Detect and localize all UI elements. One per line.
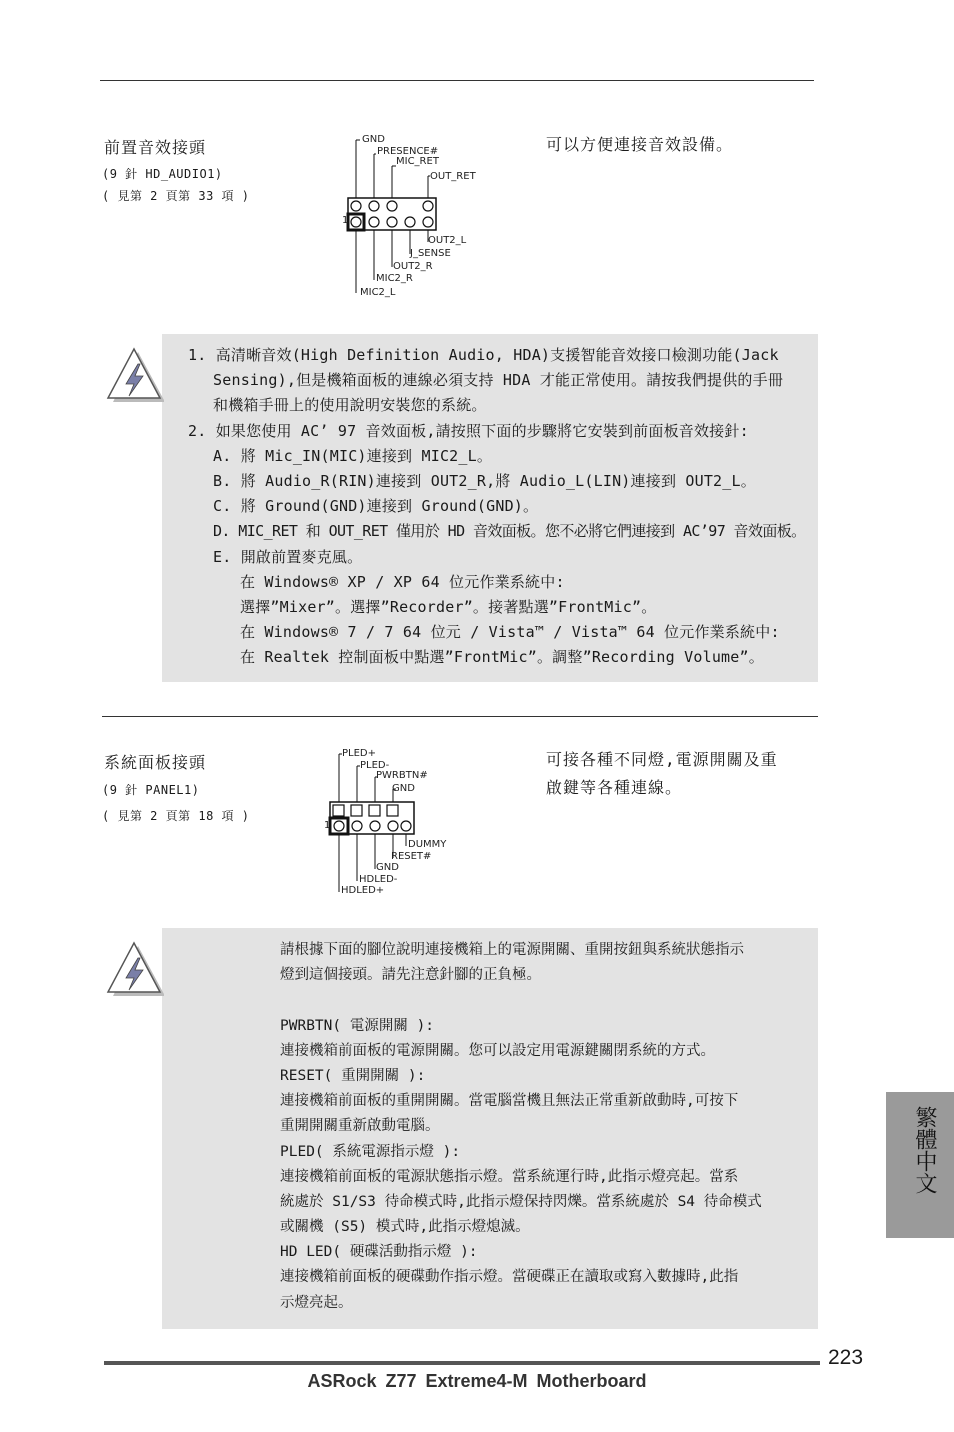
note1-line: 1. 高清晰音效(High Definition Audio, HDA)支援智能音效接口檢測功能(Jack	[188, 346, 779, 364]
label-hdled-plus: HDLED+	[341, 885, 385, 896]
note1-line: Sensing),但是機箱面板的連線必須支持 HDA 才能正常使用。請按我們提供的手冊	[213, 371, 784, 390]
pled-text: 或關機 (S5) 模式時,此指示燈熄滅。	[280, 1219, 530, 1236]
section1-pins: (9 針 HD_AUDIO1)	[102, 167, 223, 181]
label-dummy: DUMMY	[408, 839, 447, 850]
label-hdled-minus: HDLED-	[359, 874, 398, 885]
section2-notes	[280, 938, 762, 1316]
label-j-sense: J_SENSE	[410, 248, 451, 259]
label-mic2-l: MIC2_L	[360, 287, 396, 298]
hdled-heading: HD LED( 硬碟活動指示燈 ):	[280, 1244, 478, 1261]
note2-step-b: B. 將 Audio_R(RIN)連接到 OUT2_R,將 Audio_L(LIN)連接到 OUT2_L。	[213, 471, 756, 490]
label-gnd: GND	[362, 134, 385, 145]
section1-notes	[188, 343, 806, 670]
hdled-text: 連接機箱前面板的硬碟動作指示燈。當硬碟正在讀取或寫入數據時,此指	[280, 1269, 739, 1286]
label-mic-ret: MIC_RET	[396, 156, 439, 167]
section2-title: 系統面板接頭	[104, 753, 207, 772]
note2-line: 2. 如果您使用 AC’ 97 音效面板,請按照下面的步驟將它安裝到前面板音效接針:	[188, 421, 749, 440]
pled-text: 連接機箱前面板的電源狀態指示燈。當系統運行時,此指示燈亮起。當系	[280, 1168, 739, 1185]
note2-xp-steps: 選擇”Mixer”。選擇”Recorder”。接著點選”FrontMic”。	[240, 597, 657, 616]
label-pled-plus: PLED+	[342, 748, 376, 759]
pled-text: 統處於 S1/S3 待命模式時,此指示燈保持閃爍。當系統處於 S4 待命模式	[280, 1193, 762, 1210]
section1-description: 可以方便連接音效設備。	[546, 135, 734, 154]
language-side-tab-label: 繁體中文	[912, 1106, 937, 1194]
label-reset: RESET#	[391, 851, 432, 862]
note2-win7-heading: 在 Windows® 7 / 7 64 位元 / Vista™ / Vista™ 64 位元作業系統中:	[240, 623, 780, 642]
system-panel-header-diagram	[318, 746, 478, 902]
note1-line: 和機箱手冊上的使用說明安裝您的系統。	[213, 396, 487, 415]
note2-step-e: E. 開啟前置麥克風。	[213, 547, 363, 566]
note2-step-d: D. MIC_RET 和 OUT_RET 僅用於 HD 音效面板。您不必將它們連接到 AC’97 音效面板。	[213, 522, 806, 541]
note2-xp-heading: 在 Windows® XP / XP 64 位元作業系統中:	[240, 572, 565, 591]
section2-pins: (9 針 PANEL1)	[102, 783, 200, 797]
section1-ref: ( 見第 2 頁第 33 項 )	[102, 189, 250, 203]
language-side-tab	[886, 1092, 954, 1238]
label-presence: PRESENCE#	[377, 146, 439, 157]
panel-note-line: 燈到這個接頭。請先注意針腳的正負極。	[280, 967, 541, 984]
warning-icon	[104, 940, 164, 1002]
reset-text: 連接機箱前面板的重開開關。當電腦當機且無法正常重新啟動時,可按下	[280, 1093, 739, 1110]
panel-note-spacer	[280, 988, 762, 1013]
label-gnd-top: GND	[392, 783, 415, 794]
top-rule	[100, 80, 814, 81]
hd-audio-header-diagram	[330, 130, 490, 310]
reset-text: 重開開關重新啟動電腦。	[280, 1118, 440, 1135]
pled-heading: PLED( 系統電源指示燈 ):	[280, 1143, 461, 1160]
section2-ref: ( 見第 2 頁第 18 項 )	[102, 809, 250, 823]
label-pled-minus: PLED-	[360, 760, 390, 771]
middle-rule	[102, 716, 818, 717]
section2-description-line: 啟鍵等各種連線。	[546, 778, 683, 797]
label-out2-r: OUT2_R	[393, 261, 433, 272]
footer-product-name: ASRock Z77 Extreme4-M Motherboard	[307, 1371, 647, 1391]
note2-step-c: C. 將 Ground(GND)連接到 Ground(GND)。	[213, 497, 539, 516]
warning-icon	[104, 346, 164, 408]
reset-heading: RESET( 重開開關 ):	[280, 1067, 426, 1084]
hdled-text: 示燈亮起。	[280, 1294, 353, 1311]
pin1-marker: 1	[324, 820, 331, 831]
pwrbtn-heading: PWRBTN( 電源開關 ):	[280, 1017, 435, 1034]
pin1-marker: 1	[342, 215, 349, 226]
section1-title: 前置音效接頭	[104, 138, 207, 157]
note2-win7-steps: 在 Realtek 控制面板中點選”FrontMic”。調整”Recording Volume”。	[240, 648, 764, 667]
label-pwrbtn: PWRBTN#	[376, 770, 428, 781]
label-mic2-r: MIC2_R	[376, 273, 413, 284]
section2-description-line: 可接各種不同燈,電源開關及重	[546, 750, 778, 769]
panel-note-line: 請根據下面的腳位說明連接機箱上的電源開關、重開按鈕與系統狀態指示	[280, 942, 744, 958]
pwrbtn-text: 連接機箱前面板的電源開關。您可以設定用電源鍵關閉系統的方式。	[280, 1042, 715, 1059]
label-gnd-bottom: GND	[376, 862, 399, 873]
section2-description	[546, 746, 778, 802]
note2-step-a: A. 將 Mic_IN(MIC)連接到 MIC2_L。	[213, 446, 493, 465]
page-number: 223	[828, 1346, 864, 1369]
label-out2-l: OUT2_L	[428, 235, 467, 246]
label-out-ret: OUT_RET	[430, 171, 476, 182]
footer-rule	[104, 1361, 820, 1365]
